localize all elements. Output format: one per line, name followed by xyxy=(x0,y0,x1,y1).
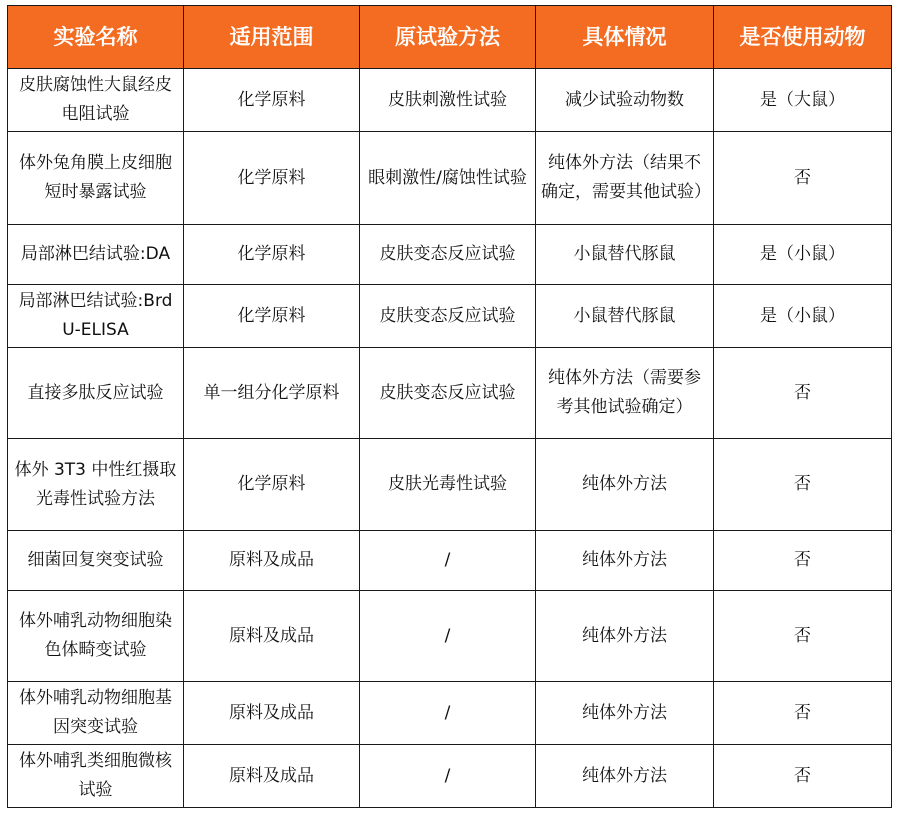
cell-details: 纯体外方法 xyxy=(536,439,714,531)
cell-test-name: 直接多肽反应试验 xyxy=(8,348,184,439)
cell-test-name: 局部淋巴结试验:DA xyxy=(8,225,184,285)
cell-uses-animals: 否 xyxy=(714,132,892,225)
cell-details: 纯体外方法 xyxy=(536,682,714,745)
cell-details: 纯体外方法（结果不确定，需要其他试验） xyxy=(536,132,714,225)
cell-scope: 化学原料 xyxy=(184,132,360,225)
table-row xyxy=(8,348,892,439)
cell-scope: 化学原料 xyxy=(184,69,360,132)
cell-uses-animals: 是（小鼠） xyxy=(714,285,892,348)
cell-uses-animals: 否 xyxy=(714,682,892,745)
header-uses-animals: 是否使用动物 xyxy=(714,6,892,69)
cell-original-method: 皮肤变态反应试验 xyxy=(360,225,536,285)
cell-original-method: 皮肤光毒性试验 xyxy=(360,439,536,531)
cell-original-method: 皮肤变态反应试验 xyxy=(360,348,536,439)
header-original-method: 原试验方法 xyxy=(360,6,536,69)
cell-details: 纯体外方法 xyxy=(536,745,714,808)
cell-original-method: / xyxy=(360,682,536,745)
table-row xyxy=(8,591,892,682)
cell-uses-animals: 否 xyxy=(714,348,892,439)
cell-scope: 原料及成品 xyxy=(184,531,360,591)
cell-test-name: 体外兔角膜上皮细胞短时暴露试验 xyxy=(8,132,184,225)
table-row xyxy=(8,225,892,285)
cell-test-name: 细菌回复突变试验 xyxy=(8,531,184,591)
cell-original-method: 皮肤刺激性试验 xyxy=(360,69,536,132)
table-row xyxy=(8,682,892,745)
table-row xyxy=(8,285,892,348)
table-row xyxy=(8,745,892,808)
cell-test-name: 体外哺乳类细胞微核试验 xyxy=(8,745,184,808)
cell-test-name: 体外哺乳动物细胞基因突变试验 xyxy=(8,682,184,745)
table-row xyxy=(8,531,892,591)
header-test-name: 实验名称 xyxy=(8,6,184,69)
cell-uses-animals: 是（小鼠） xyxy=(714,225,892,285)
alternative-methods-table xyxy=(7,5,892,808)
cell-details: 减少试验动物数 xyxy=(536,69,714,132)
cell-test-name: 局部淋巴结试验:BrdU-ELISA xyxy=(8,285,184,348)
cell-uses-animals: 否 xyxy=(714,439,892,531)
cell-scope: 原料及成品 xyxy=(184,682,360,745)
cell-scope: 原料及成品 xyxy=(184,591,360,682)
cell-details: 小鼠替代豚鼠 xyxy=(536,285,714,348)
cell-scope: 化学原料 xyxy=(184,285,360,348)
cell-scope: 化学原料 xyxy=(184,439,360,531)
cell-uses-animals: 是（大鼠） xyxy=(714,69,892,132)
cell-uses-animals: 否 xyxy=(714,745,892,808)
cell-scope: 单一组分化学原料 xyxy=(184,348,360,439)
table-row xyxy=(8,132,892,225)
cell-uses-animals: 否 xyxy=(714,591,892,682)
cell-uses-animals: 否 xyxy=(714,531,892,591)
table-row xyxy=(8,439,892,531)
header-row xyxy=(8,6,892,69)
cell-test-name: 体外 3T3 中性红摄取光毒性试验方法 xyxy=(8,439,184,531)
header-details: 具体情况 xyxy=(536,6,714,69)
cell-details: 纯体外方法 xyxy=(536,531,714,591)
cell-original-method: 皮肤变态反应试验 xyxy=(360,285,536,348)
cell-original-method: / xyxy=(360,591,536,682)
cell-test-name: 体外哺乳动物细胞染色体畸变试验 xyxy=(8,591,184,682)
cell-original-method: / xyxy=(360,745,536,808)
cell-details: 小鼠替代豚鼠 xyxy=(536,225,714,285)
cell-details: 纯体外方法（需要参考其他试验确定） xyxy=(536,348,714,439)
table-row xyxy=(8,69,892,132)
cell-original-method: / xyxy=(360,531,536,591)
cell-scope: 原料及成品 xyxy=(184,745,360,808)
cell-scope: 化学原料 xyxy=(184,225,360,285)
header-scope: 适用范围 xyxy=(184,6,360,69)
cell-original-method: 眼刺激性/腐蚀性试验 xyxy=(360,132,536,225)
cell-details: 纯体外方法 xyxy=(536,591,714,682)
cell-test-name: 皮肤腐蚀性大鼠经皮电阻试验 xyxy=(8,69,184,132)
